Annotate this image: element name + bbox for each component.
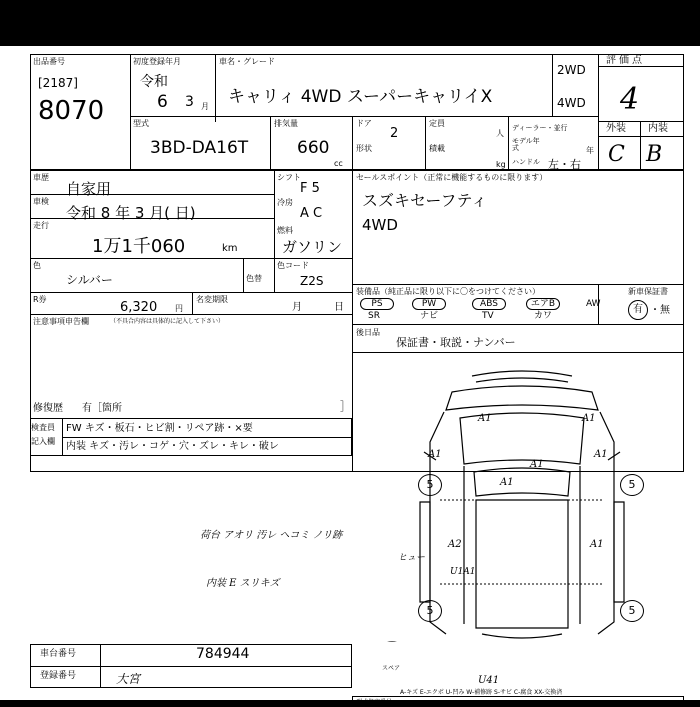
color-code-value: Z2S — [300, 274, 324, 288]
recycle-unit: 円 — [175, 304, 183, 313]
door-value: 2 — [390, 126, 399, 141]
load-label: 積載 — [429, 144, 445, 153]
sales-point-line-1: スズキセーフティ — [362, 191, 488, 210]
warranty-sep: ・ — [650, 305, 660, 316]
mileage-label: 走行 — [33, 221, 49, 230]
shift-value: F 5 — [300, 181, 320, 196]
fuel-value: ガソリン — [282, 238, 343, 256]
shift-label: シフト — [277, 173, 301, 182]
mark-right-bed: A1 — [590, 539, 604, 550]
name-change-label: 名変期限 — [196, 295, 228, 304]
car-damage-diagram — [352, 352, 684, 642]
model-year-unit: 年 — [586, 146, 594, 155]
equip-pw: PW — [412, 298, 446, 310]
repair-close: ］ — [340, 400, 351, 413]
mark-front-left: A1 — [478, 413, 492, 424]
inspector-label-2: 記入欄 — [31, 437, 55, 446]
mark-fuse: ヒュー — [398, 553, 426, 563]
aircon-value: A C — [300, 206, 323, 221]
mark-front-right: A1 — [582, 413, 596, 424]
mark-roof: A1 — [530, 459, 544, 470]
displacement-label: 排気量 — [274, 119, 298, 128]
tire-front-right: 5 — [620, 474, 644, 496]
recycle-value: 6,320 — [120, 300, 158, 315]
mileage-value: 1万1千060 — [92, 236, 186, 257]
auction-sheet — [0, 46, 700, 706]
remarks-label: 注意事項申告欄 — [33, 317, 89, 326]
mileage-unit: km — [222, 243, 238, 254]
repair-value: 有［箇所 — [82, 403, 122, 414]
handle-label: ハンドル — [512, 158, 540, 166]
model-value: 3BD-DA16T — [150, 138, 249, 158]
inspection-label: 車検 — [33, 197, 49, 206]
registration-year: 6 — [157, 92, 168, 112]
capacity-label: 定員 — [429, 119, 445, 128]
exterior-label: 外装 — [606, 123, 626, 134]
repair-label: 修復歴 — [33, 403, 63, 414]
equip-navi: ナビ — [420, 311, 439, 321]
sales-point-line-2: 4WD — [362, 216, 398, 234]
model-year-label: モデル年式 — [512, 137, 540, 152]
car-label: 車名・グレード — [219, 57, 275, 66]
warranty-yes: 有 — [628, 300, 648, 320]
drive-4wd: 4WD — [557, 96, 586, 110]
handle-value: 左・右 — [548, 158, 581, 171]
shape-label: 形状 — [356, 144, 372, 153]
dealer-label: ディーラー・並行 — [512, 124, 568, 132]
score-label: 評価点 — [606, 55, 645, 66]
lot-number: 8070 — [38, 96, 105, 126]
warranty-no: 無 — [660, 305, 670, 316]
back-items-value: 保証書・取説・ナンバー — [396, 336, 516, 349]
door-label: ドア — [356, 119, 372, 128]
color-code-label: 色コード — [277, 261, 309, 270]
back-items-label: 後日品 — [356, 328, 380, 337]
aircon-label: 冷房 — [277, 198, 293, 207]
spare-label: スペア — [382, 665, 401, 672]
equip-ps: PS — [360, 298, 394, 310]
fuel-label: 燃料 — [277, 226, 293, 235]
type-number-label: 型式指定番号 — [356, 699, 393, 706]
displacement-unit: cc — [334, 159, 343, 168]
mark-left-door: A1 — [428, 449, 442, 460]
equip-tv: TV — [482, 311, 494, 321]
handwriting-note-2: 内装 E スリキズ — [206, 578, 280, 589]
equip-aw: AW — [586, 299, 601, 309]
tire-rear-right: 5 — [620, 600, 644, 622]
registration-month-unit: 月 — [201, 102, 209, 111]
chassis-label: 車台番号 — [40, 649, 77, 659]
handwriting-note-1: 荷台 アオリ 汚レ ヘコミ ノリ跡 — [200, 530, 343, 541]
load-unit: kg — [496, 160, 506, 169]
usage-value: 自家用 — [66, 180, 112, 198]
remarks-note: （不具合内容は具体的に記入して下さい） — [110, 318, 225, 325]
lot-label: 出品番号 — [33, 57, 65, 66]
mark-left-bed: A2 — [448, 539, 462, 550]
car-name: キャリィ 4WD スーパーキャリイX — [228, 87, 493, 107]
registration-month: 3 — [185, 94, 194, 110]
plate-value: 大宮 — [116, 672, 141, 686]
inspector-label-1: 検査員 — [31, 423, 55, 432]
lot-code: [2187] — [38, 76, 78, 90]
capacity-unit: 人 — [496, 129, 504, 138]
equip-abs: ABS — [472, 298, 506, 310]
equipment-label: 装備品（純正品に限り以下に〇をつけてください） — [356, 287, 540, 296]
plate-label: 登録番号 — [40, 671, 77, 681]
damage-legend: A-キズ E-エクボ U-凹み W-補修跡 S-サビ C-腐食 XX-交換済 — [400, 689, 563, 696]
interior-grade: B — [646, 142, 663, 167]
chassis-value: 784944 — [196, 646, 250, 662]
exterior-grade: C — [608, 142, 625, 167]
tire-front-left: 5 — [418, 474, 442, 496]
recycle-label: R券 — [33, 295, 47, 304]
equip-leather: カワ — [534, 311, 553, 321]
inspection-value: 令和 8 年 3 月( 日) — [66, 204, 196, 222]
registration-era: 令和 — [140, 74, 168, 90]
interior-label: 内装 — [648, 123, 668, 134]
model-label: 型式 — [133, 119, 149, 128]
mark-bed-floor: U1A1 — [450, 567, 476, 577]
inspector-row-1: FW キズ・板石・ヒビ割・リペア跡・×要 — [66, 423, 253, 434]
mark-right-door: A1 — [594, 449, 608, 460]
usage-label: 車歴 — [33, 173, 49, 182]
color-label: 色 — [33, 261, 41, 270]
drive-2wd: 2WD — [557, 63, 586, 77]
displacement-value: 660 — [297, 138, 330, 158]
inspector-row-2: 内装 キズ・汚レ・コゲ・穴・ズレ・キレ・破レ — [66, 441, 279, 452]
warranty-label: 新車保証書 — [628, 287, 668, 296]
score-value: 4 — [620, 82, 640, 117]
bottom-right-frame — [352, 696, 684, 700]
name-change-day: 日 — [334, 302, 344, 313]
registration-label: 初度登録年月 — [133, 57, 181, 66]
sales-point-label: セールスポイント（正常に機能するものに限ります） — [356, 173, 548, 182]
name-change-month: 月 — [292, 302, 302, 313]
mark-rear: U41 — [478, 675, 500, 686]
color-number-label: 色替 — [246, 274, 262, 283]
tire-rear-left: 5 — [418, 600, 442, 622]
equip-sr: SR — [368, 311, 380, 321]
equip-airbag: エアB — [526, 298, 560, 310]
color-value: シルバー — [66, 273, 113, 287]
mark-windshield: A1 — [500, 477, 514, 488]
